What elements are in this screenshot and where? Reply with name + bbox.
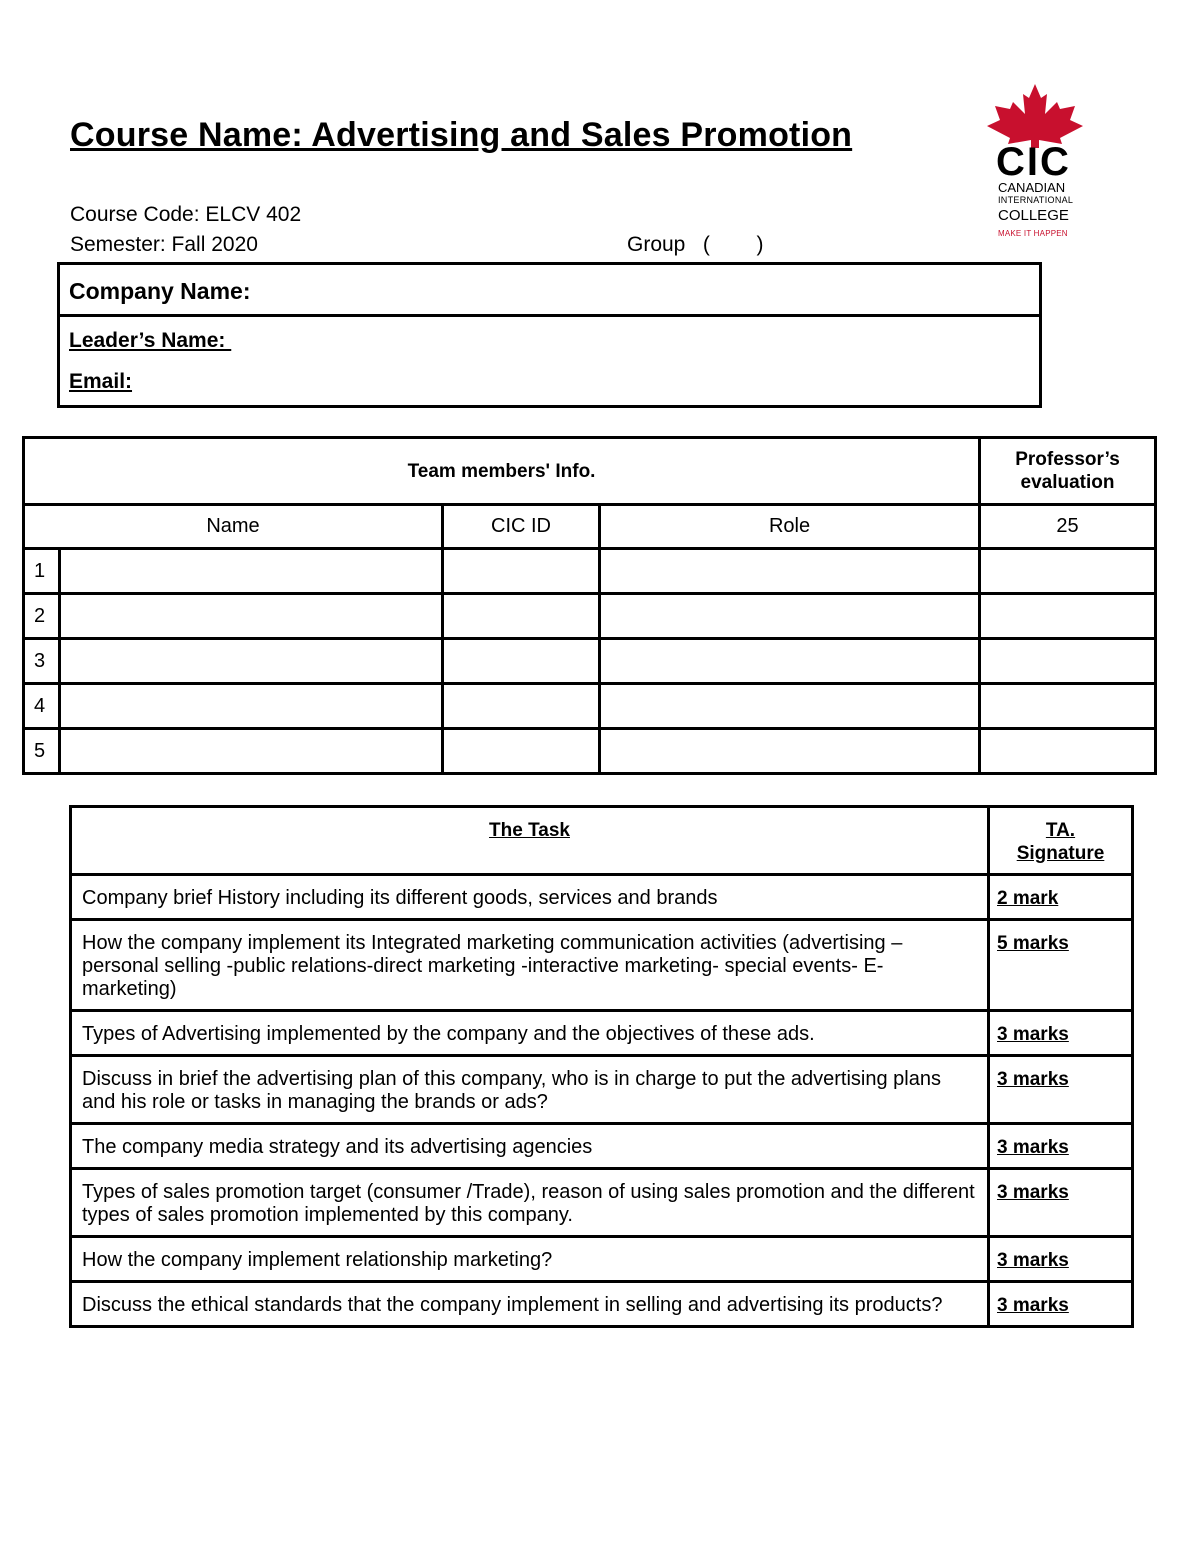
task-description: How the company implement relationship marketing? bbox=[71, 1237, 989, 1282]
maple-leaf-icon bbox=[984, 84, 1088, 148]
task-mark: 5 marks bbox=[989, 920, 1133, 1011]
task-mark: 3 marks bbox=[989, 1282, 1133, 1327]
row-number: 1 bbox=[24, 549, 60, 594]
member-id-cell[interactable] bbox=[443, 594, 600, 639]
member-role-cell[interactable] bbox=[600, 729, 980, 774]
company-name-label: Company Name: bbox=[69, 278, 251, 304]
member-evaluation-cell[interactable] bbox=[980, 594, 1156, 639]
task-table bbox=[69, 805, 1134, 1328]
column-name: Name bbox=[24, 505, 443, 549]
email-label: Email: bbox=[69, 370, 133, 393]
member-id-cell[interactable] bbox=[443, 684, 600, 729]
team-members-table bbox=[22, 436, 1157, 775]
ta-signature-header: TA. Signature bbox=[989, 807, 1133, 875]
member-evaluation-cell[interactable] bbox=[980, 639, 1156, 684]
table-row bbox=[24, 594, 1156, 639]
logo-tagline: MAKE IT HAPPEN bbox=[998, 229, 1068, 238]
task-header-row bbox=[71, 807, 1133, 875]
task-description: The company media strategy and its advertising agencies bbox=[71, 1124, 989, 1169]
team-header-row bbox=[24, 438, 1156, 505]
member-id-cell[interactable] bbox=[443, 639, 600, 684]
task-mark: 3 marks bbox=[989, 1169, 1133, 1237]
course-name-title: Course Name: Advertising and Sales Promotion bbox=[70, 116, 853, 154]
task-mark: 3 marks bbox=[989, 1124, 1133, 1169]
logo-text-cic: CIC bbox=[996, 140, 1071, 184]
team-info-header: Team members' Info. bbox=[24, 438, 980, 505]
row-number: 3 bbox=[24, 639, 60, 684]
member-name-cell[interactable] bbox=[60, 549, 443, 594]
column-role: Role bbox=[600, 505, 980, 549]
member-name-cell[interactable] bbox=[60, 684, 443, 729]
table-row bbox=[71, 1124, 1133, 1169]
row-number: 4 bbox=[24, 684, 60, 729]
member-evaluation-cell[interactable] bbox=[980, 549, 1156, 594]
task-description: How the company implement its Integrated marketing communication activities (advertising – personal selling -public relations-direct marketing -interactive marketing- special events- E-marketing) bbox=[71, 920, 989, 1011]
group-field: Group ( ) bbox=[627, 233, 764, 256]
table-row bbox=[24, 684, 1156, 729]
course-code: Course Code: ELCV 402 bbox=[70, 203, 302, 226]
member-role-cell[interactable] bbox=[600, 594, 980, 639]
task-description: Discuss the ethical standards that the company implement in selling and advertising its products? bbox=[71, 1282, 989, 1327]
table-row bbox=[24, 729, 1156, 774]
table-row bbox=[71, 920, 1133, 1011]
member-name-cell[interactable] bbox=[60, 594, 443, 639]
semester: Semester: Fall 2020 bbox=[70, 233, 258, 256]
table-row bbox=[24, 549, 1156, 594]
task-mark: 3 marks bbox=[989, 1011, 1133, 1056]
logo-text-international: INTERNATIONAL bbox=[998, 195, 1074, 205]
table-row bbox=[71, 1237, 1133, 1282]
table-row bbox=[71, 1169, 1133, 1237]
task-description: Company brief History including its different goods, services and brands bbox=[71, 875, 989, 920]
column-evaluation-score: 25 bbox=[980, 505, 1156, 549]
task-description: Discuss in brief the advertising plan of this company, who is in charge to put the advertising plans and his role or tasks in managing the brands or ads? bbox=[71, 1056, 989, 1124]
member-role-cell[interactable] bbox=[600, 549, 980, 594]
member-name-cell[interactable] bbox=[60, 639, 443, 684]
member-role-cell[interactable] bbox=[600, 639, 980, 684]
team-columns-row bbox=[24, 505, 1156, 549]
member-evaluation-cell[interactable] bbox=[980, 729, 1156, 774]
row-number: 5 bbox=[24, 729, 60, 774]
task-description: Types of Advertising implemented by the company and the objectives of these ads. bbox=[71, 1011, 989, 1056]
member-id-cell[interactable] bbox=[443, 729, 600, 774]
table-row bbox=[24, 639, 1156, 684]
professor-evaluation-header: Professor’s evaluation bbox=[980, 438, 1156, 505]
task-header: The Task bbox=[71, 807, 989, 875]
table-row bbox=[71, 875, 1133, 920]
member-evaluation-cell[interactable] bbox=[980, 684, 1156, 729]
member-id-cell[interactable] bbox=[443, 549, 600, 594]
row-number: 2 bbox=[24, 594, 60, 639]
table-row bbox=[71, 1282, 1133, 1327]
company-info-box bbox=[57, 262, 1042, 408]
cic-logo bbox=[984, 84, 1088, 244]
logo-text-college: COLLEGE bbox=[998, 207, 1069, 224]
leader-name-label: Leader’s Name: bbox=[69, 329, 232, 352]
table-row bbox=[71, 1056, 1133, 1124]
member-name-cell[interactable] bbox=[60, 729, 443, 774]
task-mark: 3 marks bbox=[989, 1237, 1133, 1282]
table-row bbox=[71, 1011, 1133, 1056]
logo-text-canadian: CANADIAN bbox=[998, 180, 1066, 195]
task-mark: 2 mark bbox=[989, 875, 1133, 920]
member-role-cell[interactable] bbox=[600, 684, 980, 729]
task-mark: 3 marks bbox=[989, 1056, 1133, 1124]
column-cic-id: CIC ID bbox=[443, 505, 600, 549]
company-name-row bbox=[60, 265, 1039, 317]
task-description: Types of sales promotion target (consumer /Trade), reason of using sales promotion and the different types of sales promotion implemented by this company. bbox=[71, 1169, 989, 1237]
